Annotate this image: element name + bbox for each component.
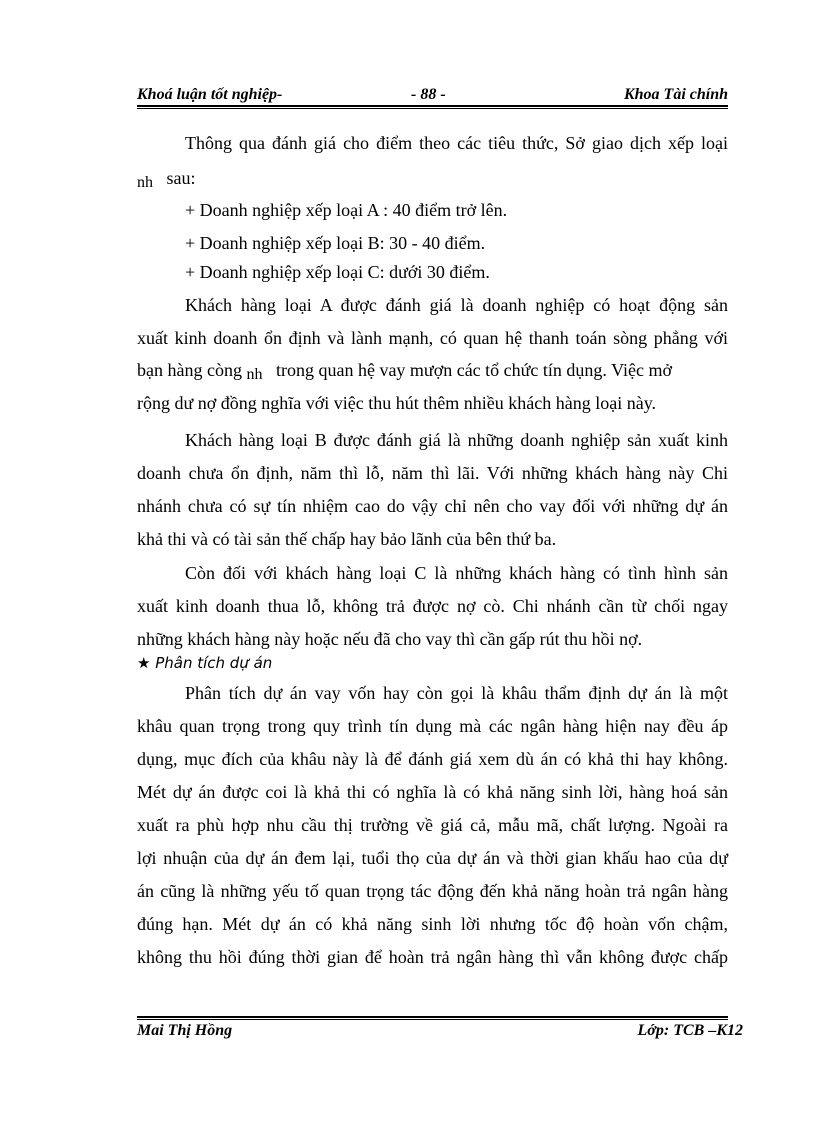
line-text: không thu hồi đúng thời gian để hoàn trả ngân hàng thì vẫn không được chấp — [137, 947, 728, 967]
line-text: xuất kinh doanh ổn định và lành mạnh, có quan hệ thanh toán sòng phẳng với — [137, 328, 728, 348]
header-right: Khoa Tài chính — [623, 86, 728, 103]
text-line — [137, 710, 728, 743]
page-header — [137, 86, 728, 106]
text-line — [185, 557, 728, 590]
line-text: ★ Phân tích dự án — [137, 654, 273, 672]
footer-author: Mai Thị Hồng — [137, 1022, 233, 1039]
line-text: Phân tích dự án vay vốn hay còn gọi là khâu thẩm định dự án là một — [185, 683, 728, 703]
line-text: Khách hàng loại A được đánh giá là doanh nghiệp có hoạt động sản — [185, 295, 728, 315]
line-text: Mét dự án được coi là khả thi có nghĩa là có khả năng sinh lời, hàng hoá sản — [137, 782, 728, 802]
text-line — [137, 908, 728, 941]
line-text: dụng, mục đích của khâu này là để đánh giá xem dù án có khả thi hay không. — [137, 749, 728, 769]
text-line — [137, 875, 728, 908]
line-text: Khách hàng loại B được đánh giá là những doanh nghiệp sản xuất kinh — [185, 430, 728, 450]
line-text: những khách hàng này hoặc nếu đã cho vay thì cần gấp rút thu hồi nợ. — [137, 629, 643, 649]
line-text: + Doanh nghiệp xếp loại C: dưới 30 điểm. — [185, 262, 490, 282]
text-line — [137, 490, 728, 523]
line-text: sau: — [166, 168, 196, 188]
line-text: + Doanh nghiệp xếp loại B: 30 - 40 điểm. — [185, 233, 486, 253]
text-line — [137, 590, 728, 623]
line-text: rộng dư nợ đồng nghĩa với việc thu hút thêm nhiều khách hàng loại này. — [137, 393, 657, 413]
line-text: trong quan hệ vay mượn các tổ chức tín dụng. Việc mở — [275, 360, 673, 380]
stray-fragment: nh — [137, 174, 153, 191]
text-line — [137, 842, 728, 875]
text-line — [137, 162, 728, 195]
line-text: Thông qua đánh giá cho điểm theo các tiêu thức, Sở giao dịch xếp loại — [185, 133, 728, 153]
text-line — [137, 322, 728, 355]
text-line — [137, 354, 728, 387]
line-text: xuất kinh doanh thua lỗ, không trả được nợ cò. Chi nhánh cần từ chối ngay — [137, 596, 728, 616]
text-line — [185, 289, 728, 322]
text-line — [137, 743, 728, 776]
section-heading — [137, 646, 728, 679]
text-line — [137, 387, 728, 420]
line-text: khả thi và có tài sản thế chấp hay bảo lãnh của bên thứ ba. — [137, 529, 557, 549]
line-text: khâu quan trọng trong quy trình tín dụng mà các ngân hàng hiện nay đều áp — [137, 716, 728, 736]
text-line — [137, 457, 728, 490]
line-text: lợi nhuận của dự án đem lại, tuổi thọ của dự án và thời gian khấu hao của dự — [137, 848, 728, 868]
line-text: đúng hạn. Mét dự án có khả năng sinh lời nhưng tốc độ hoàn vốn chậm, — [137, 914, 728, 934]
line-text: án cũng là những yếu tố quan trọng tác động đến khả năng hoàn trả ngân hàng — [137, 881, 728, 901]
footer-rule — [137, 1016, 728, 1020]
stray-fragment: nh — [246, 366, 263, 383]
page-footer — [137, 1022, 743, 1044]
text-line — [185, 677, 728, 710]
text-line — [185, 194, 728, 227]
line-text: bạn hàng còng — [137, 360, 242, 380]
header-left: Khoá luận tốt nghiệp- — [137, 86, 283, 103]
line-text: nhánh chưa có sự tín nhiệm cao do vậy chỉ nên cho vay đối với những dự án — [137, 496, 728, 516]
line-text: doanh chưa ổn định, năm thì lỗ, năm thì lãi. Với những khách hàng này Chi — [137, 463, 728, 483]
text-line — [137, 776, 728, 809]
text-line — [185, 424, 728, 457]
line-text: + Doanh nghiệp xếp loại A : 40 điểm trở lên. — [185, 200, 508, 220]
text-line — [137, 941, 728, 974]
text-line — [137, 809, 728, 842]
line-text: xuất ra phù hợp nhu cầu thị trường về giá cả, mẫu mã, chất lượng. Ngoài ra — [137, 815, 728, 835]
header-rule — [137, 105, 728, 109]
footer-class: Lớp: TCB –K12 — [637, 1022, 743, 1039]
page-number: - 88 - — [411, 86, 446, 103]
line-text: Còn đối với khách hàng loại C là những khách hàng có tình hình sản — [185, 563, 728, 583]
text-line — [185, 256, 728, 289]
text-line — [185, 127, 728, 160]
text-line — [137, 523, 728, 556]
